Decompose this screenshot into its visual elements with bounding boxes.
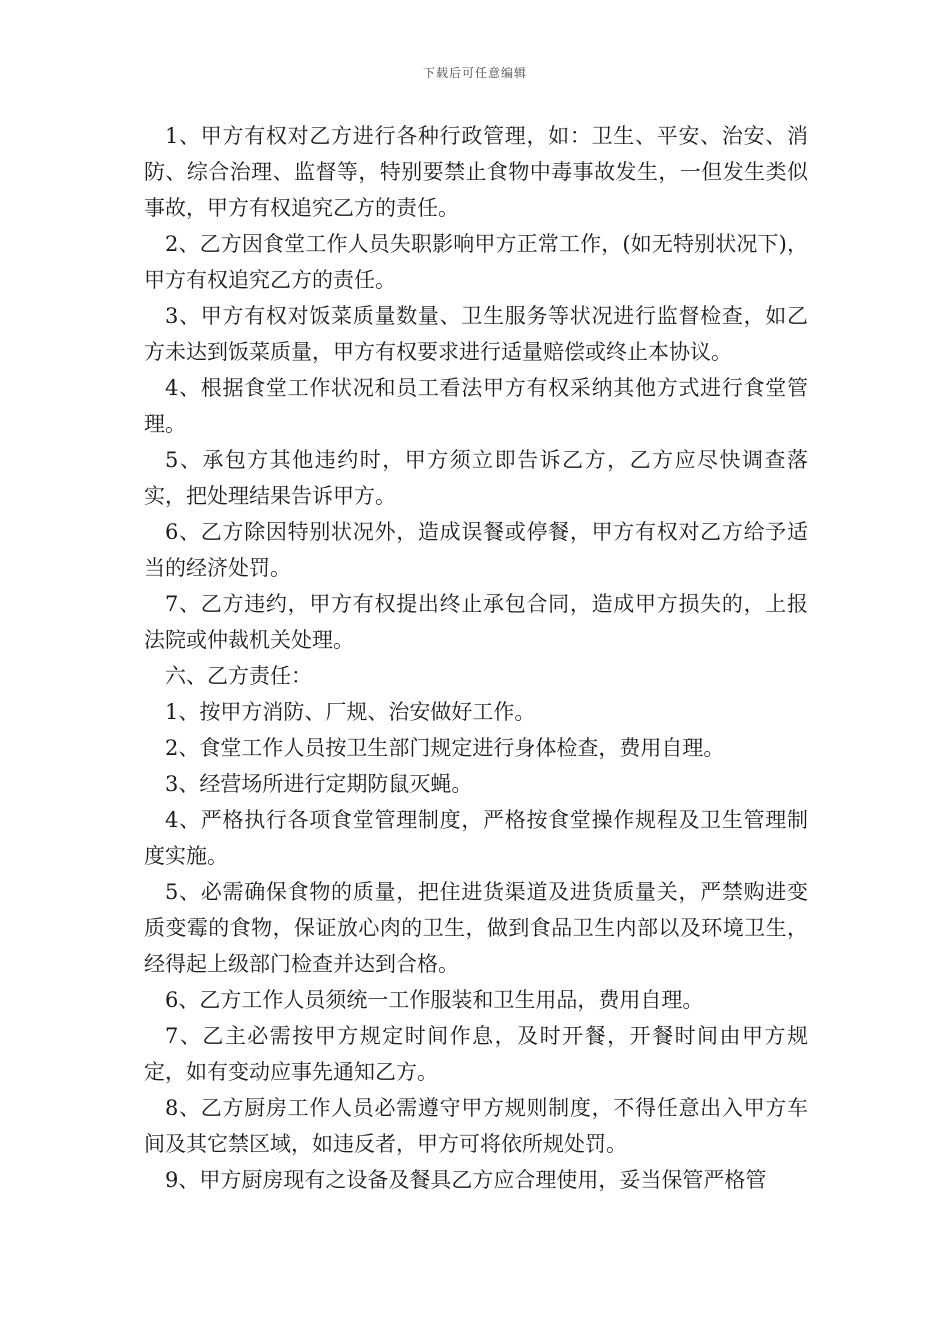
paragraph-4: 4、根据食堂工作状况和员工看法甲方有权采纳其他方式进行食堂管理。 bbox=[144, 376, 808, 436]
section-heading: 六、乙方责任： bbox=[165, 664, 312, 688]
paragraph-2: 2、乙方因食堂工作人员失职影响甲方正常工作，(如无特别状况下)，甲方有权追究乙方的责任。 bbox=[144, 232, 808, 292]
paragraph-10: 2、食堂工作人员按卫生部门规定进行身体检查，费用自理。 bbox=[165, 736, 725, 760]
paragraph-7: 7、乙方违约，甲方有权提出终止承包合同，造成甲方损失的，上报法院或仲裁机关处理。 bbox=[144, 592, 808, 652]
paragraph-15: 7、乙主必需按甲方规定时间作息，及时开餐，开餐时间由甲方规定，如有变动应事先通知乙方。 bbox=[144, 1024, 808, 1084]
paragraph-6: 6、乙方除因特别状况外，造成误餐或停餐，甲方有权对乙方给予适当的经济处罚。 bbox=[144, 520, 808, 580]
page-header: 下载后可任意编辑 bbox=[422, 66, 527, 80]
paragraph-9: 1、按甲方消防、厂规、治安做好工作。 bbox=[165, 700, 536, 724]
paragraph-17: 9、甲方厨房现有之设备及餐具乙方应合理使用，妥当保管严格管 bbox=[165, 1168, 767, 1192]
paragraph-11: 3、经营场所进行定期防鼠灭蝇。 bbox=[165, 772, 473, 796]
paragraph-5: 5、承包方其他违约时，甲方须立即告诉乙方，乙方应尽快调查落实，把处理结果告诉甲方。 bbox=[144, 448, 808, 508]
document-body bbox=[144, 118, 808, 1198]
paragraph-13: 5、必需确保食物的质量，把住进货渠道及进货质量关，严禁购进变质变霉的食物，保证放心肉的卫生，做到食品卫生内部以及环境卫生，经得起上级部门检查并达到合格。 bbox=[144, 880, 808, 976]
paragraph-14: 6、乙方工作人员须统一工作服装和卫生用品，费用自理。 bbox=[165, 988, 704, 1012]
paragraph-1: 1、甲方有权对乙方进行各种行政管理，如：卫生、平安、治安、消防、综合治理、监督等，特别要禁止食物中毒事故发生，一但发生类似事故，甲方有权追究乙方的责任。 bbox=[144, 124, 808, 220]
paragraph-3: 3、甲方有权对饭菜质量数量、卫生服务等状况进行监督检查，如乙方未达到饭菜质量，甲方有权要求进行适量赔偿或终止本协议。 bbox=[144, 304, 808, 364]
paragraph-16: 8、乙方厨房工作人员必需遵守甲方规则制度，不得任意出入甲方车间及其它禁区域，如违反者，甲方可将依所规处罚。 bbox=[144, 1096, 808, 1156]
paragraph-12: 4、严格执行各项食堂管理制度，严格按食堂操作规程及卫生管理制度实施。 bbox=[144, 808, 808, 868]
